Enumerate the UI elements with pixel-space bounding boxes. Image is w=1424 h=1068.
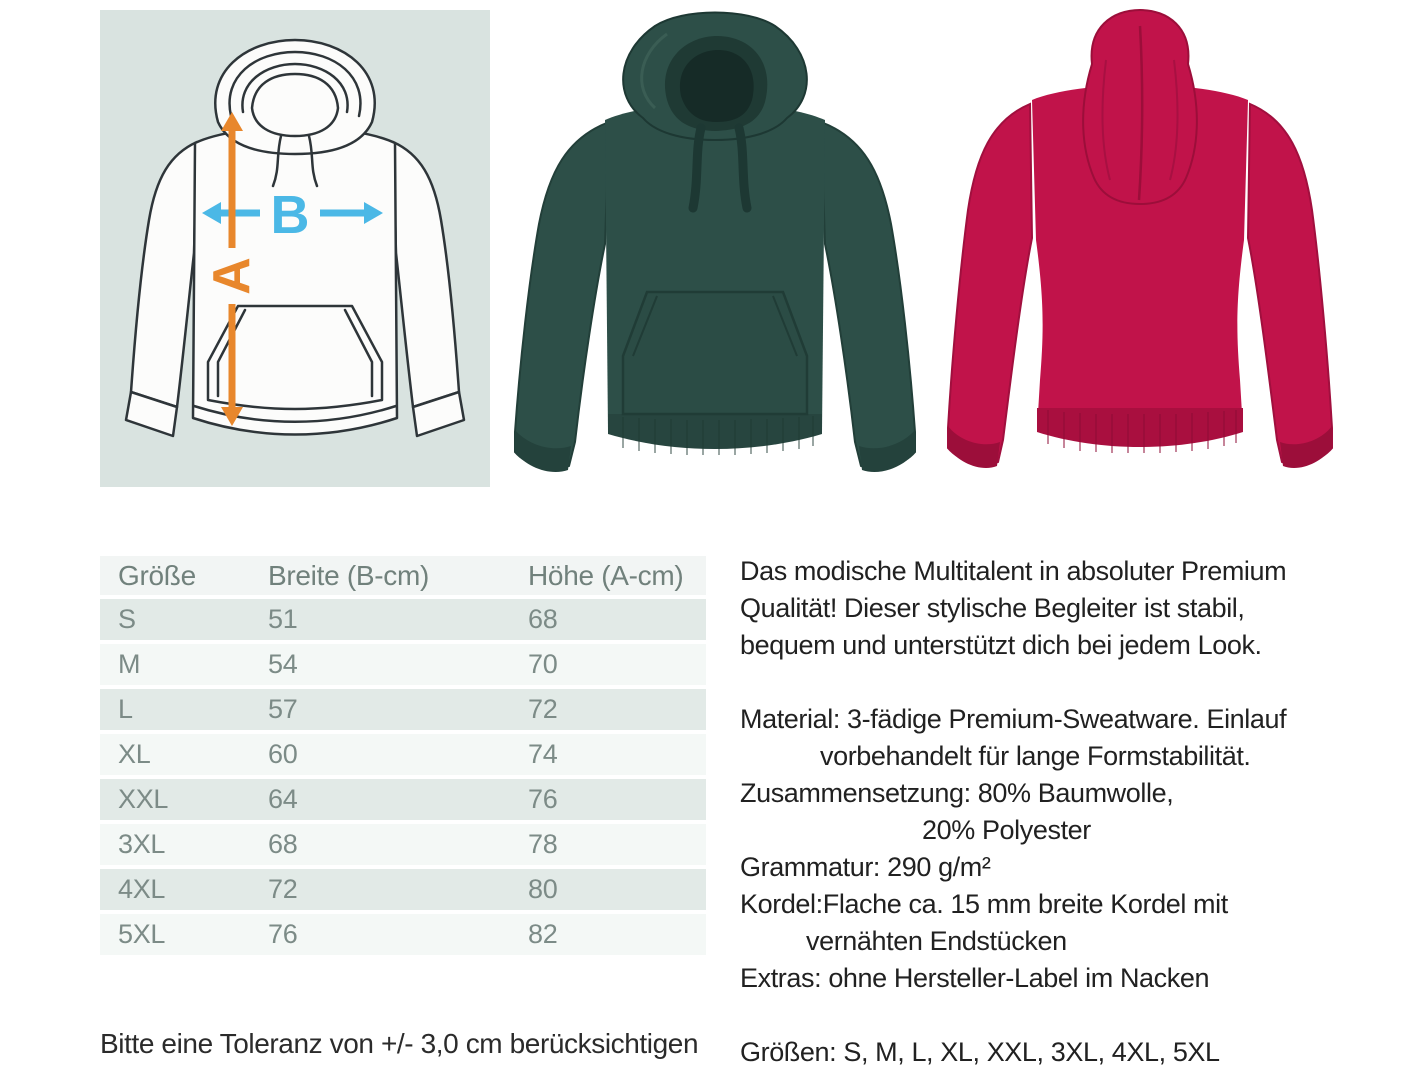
table-row xyxy=(100,689,706,734)
description-line-material: Material: 3-fädige Premium-Sweatware. Einlauf xyxy=(740,704,1287,734)
cell-size: XXL xyxy=(100,779,268,824)
product-photo-back xyxy=(940,0,1340,492)
green-hoodie-front-image xyxy=(505,0,925,492)
front-left-sleeve xyxy=(515,122,609,468)
back-hem-band xyxy=(1037,408,1243,447)
back-right-sleeve xyxy=(1248,104,1332,464)
cell-size: S xyxy=(100,599,268,644)
cell-size: 4XL xyxy=(100,869,268,914)
tolerance-note: Bitte eine Toleranz von +/- 3,0 cm berücksichtigen xyxy=(100,1028,699,1059)
cell-width: 54 xyxy=(268,644,528,689)
description-line-grammage: Grammatur: 290 g/m² xyxy=(740,852,991,882)
description-line: vorbehandelt für lange Formstabilität. xyxy=(820,741,1251,771)
cell-height: 70 xyxy=(528,644,706,689)
front-hem-band xyxy=(608,414,822,449)
cell-height: 78 xyxy=(528,824,706,869)
cell-height: 80 xyxy=(528,869,706,914)
cell-height: 68 xyxy=(528,599,706,644)
table-row xyxy=(100,824,706,869)
cell-size: 5XL xyxy=(100,914,268,959)
table-row xyxy=(100,599,706,644)
cell-width: 68 xyxy=(268,824,528,869)
back-left-sleeve xyxy=(948,104,1032,464)
front-hood-cavity xyxy=(680,50,754,122)
cell-width: 72 xyxy=(268,869,528,914)
table-row xyxy=(100,914,706,959)
col-header-width: Breite (B-cm) xyxy=(268,556,528,599)
hoodie-measurement-illustration xyxy=(100,10,490,487)
description-line-sizes: Größen: S, M, L, XL, XXL, 3XL, 4XL, 5XL xyxy=(740,1037,1220,1067)
description-line-blank xyxy=(740,997,1424,1034)
description-line: bequem und unterstützt dich bei jedem Look. xyxy=(740,630,1262,660)
cell-height: 76 xyxy=(528,779,706,824)
table-row xyxy=(100,734,706,779)
col-header-height: Höhe (A-cm) xyxy=(528,556,706,599)
description-line-composition: Zusammensetzung: 80% Baumwolle, xyxy=(740,778,1174,808)
cell-height: 72 xyxy=(528,689,706,734)
diagram-hood-opening xyxy=(252,74,338,136)
product-photo-front xyxy=(505,0,925,492)
measurement-label-b: B xyxy=(270,185,310,245)
table-row xyxy=(100,869,706,914)
description-line: Qualität! Dieser stylische Begleiter ist stabil, xyxy=(740,593,1245,623)
cell-height: 82 xyxy=(528,914,706,959)
col-header-size: Größe xyxy=(100,556,268,599)
diagram-right-sleeve xyxy=(393,142,459,407)
product-description xyxy=(740,553,1424,1068)
measurement-label-a: A xyxy=(203,257,261,295)
size-table xyxy=(100,556,706,959)
description-line: 20% Polyester xyxy=(922,815,1091,845)
size-diagram-panel xyxy=(100,10,490,487)
description-line-cord: Kordel:Flache ca. 15 mm breite Kordel mit xyxy=(740,889,1228,919)
red-hoodie-back-image xyxy=(940,0,1340,492)
table-row xyxy=(100,779,706,824)
cell-width: 60 xyxy=(268,734,528,779)
cell-size: L xyxy=(100,689,268,734)
description-line: Das modische Multitalent in absoluter Premium xyxy=(740,556,1287,586)
size-table-header-row xyxy=(100,556,706,599)
cell-width: 64 xyxy=(268,779,528,824)
front-right-sleeve xyxy=(821,122,915,468)
cell-width: 51 xyxy=(268,599,528,644)
cell-size: 3XL xyxy=(100,824,268,869)
description-line-extras: Extras: ohne Hersteller-Label im Nacken xyxy=(740,963,1210,993)
description-line: vernähten Endstücken xyxy=(806,926,1067,956)
cell-width: 57 xyxy=(268,689,528,734)
cell-size: XL xyxy=(100,734,268,779)
cell-width: 76 xyxy=(268,914,528,959)
diagram-left-sleeve xyxy=(131,142,197,407)
description-line-blank xyxy=(740,664,1424,701)
cell-size: M xyxy=(100,644,268,689)
table-row xyxy=(100,644,706,689)
cell-height: 74 xyxy=(528,734,706,779)
